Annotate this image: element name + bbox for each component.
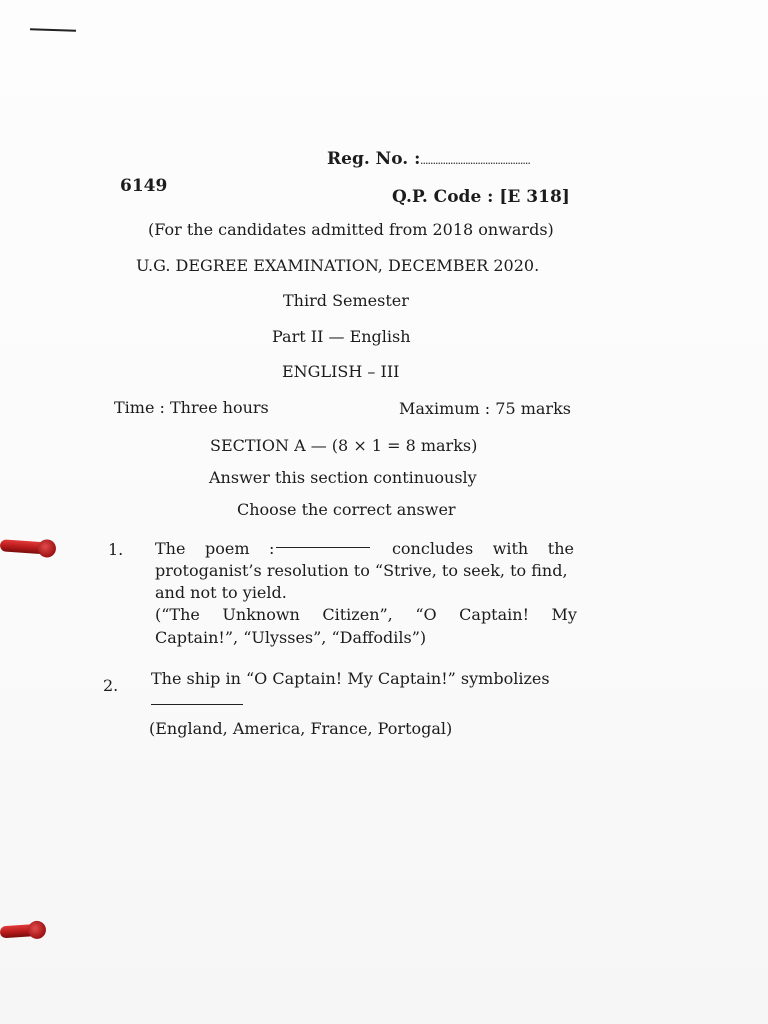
q1-blank: : xyxy=(269,539,372,558)
choose-instruction: Choose the correct answer xyxy=(237,500,456,519)
qp-code: Q.P. Code : [E 318] xyxy=(392,187,570,207)
q1-word: with xyxy=(492,539,529,558)
pen-stroke xyxy=(30,28,76,32)
exam-title: U.G. DEGREE EXAMINATION, DECEMBER 2020. xyxy=(136,256,540,275)
section-title: SECTION A — (8 × 1 = 8 marks) xyxy=(210,436,478,455)
question-1-options-line-2: Captain!”, “Ulysses”, “Daffodils”) xyxy=(155,628,427,647)
reg-no-label: Reg. No. : xyxy=(327,149,421,169)
q1-option-word: Citizen”, xyxy=(322,605,393,624)
subject: ENGLISH – III xyxy=(282,362,400,381)
paper-number: 6149 xyxy=(120,176,168,196)
reg-no-field: ............................................ xyxy=(420,154,530,167)
q1-word: the xyxy=(547,539,574,558)
q1-word: poem xyxy=(204,539,250,558)
q1-option-word: “O xyxy=(415,605,437,624)
q1-option-word: Unknown xyxy=(222,605,300,624)
binding-thread-top xyxy=(0,539,52,555)
q1-option-word: My xyxy=(551,605,577,624)
q1-option-word: (“The xyxy=(155,605,200,624)
question-2-options: (England, America, France, Portogal) xyxy=(149,719,453,738)
candidates-note: (For the candidates admitted from 2018 onwards) xyxy=(148,220,554,239)
question-2-number: 2. xyxy=(103,676,119,695)
q1-option-word: Captain! xyxy=(459,605,529,624)
semester: Third Semester xyxy=(283,291,409,310)
question-1-line-2: protoganist’s resolution to “Strive, to seek, to find, xyxy=(155,561,568,580)
question-1-line-1 xyxy=(155,539,574,558)
question-2-blank xyxy=(151,704,243,705)
time-duration: Time : Three hours xyxy=(114,398,269,417)
q1-word: The xyxy=(155,539,186,558)
part: Part II — English xyxy=(272,327,411,346)
question-2-line-1: The ship in “O Captain! My Captain!” symbolizes xyxy=(151,669,550,688)
max-marks: Maximum : 75 marks xyxy=(399,399,571,418)
question-1-number: 1. xyxy=(108,540,124,559)
binding-thread-bottom xyxy=(0,924,42,939)
question-1-options-line-1 xyxy=(155,605,577,624)
question-1-line-3: and not to yield. xyxy=(155,583,287,602)
q1-word: concludes xyxy=(391,539,474,558)
section-instruction: Answer this section continuously xyxy=(209,468,477,487)
